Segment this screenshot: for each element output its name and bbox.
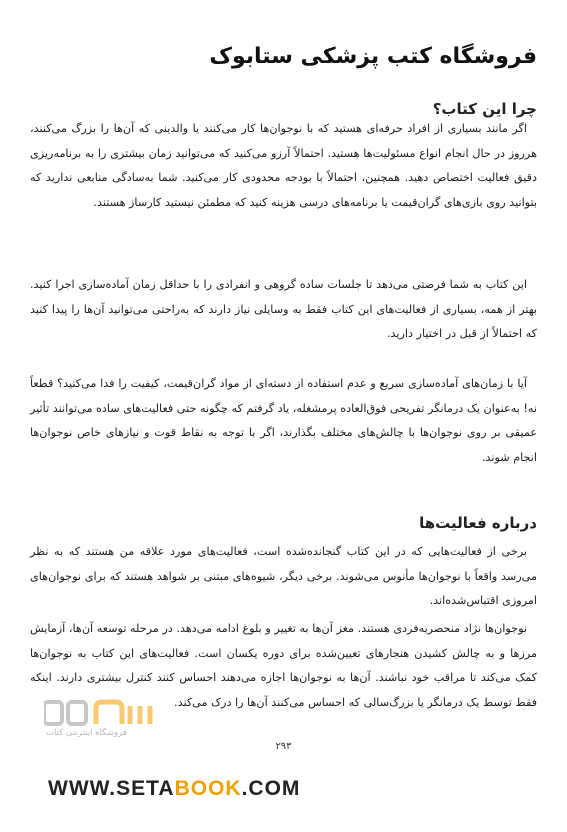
watermark-caption: فروشگاه اینترنتی کتاب: [46, 728, 127, 738]
site-url-suffix: .COM: [241, 777, 301, 800]
site-url-link[interactable]: [48, 777, 300, 801]
setabook-watermark: [26, 690, 196, 746]
paragraph: اگر مانند بسیاری از افراد حرفه‌ای هستید که با نوجوان‌ها کار می‌کنند یا والدینی که آن‌ها را بزرگ می‌کنند، هرروز در حال انجام انواع مسئولیت‌ها هستید. احتمالاً آرزو می‌کنید که می‌توانید زمان بیشتری را به برنامه‌ریزی دقیق فعالیت اختصاص دهید. همچنین، احتمالاً با بودجه محدودی کار می‌کنید. شما به‌سادگی منابعی ندارید که بتوانید روی بازی‌های گران‌قیمت یا برنامه‌های درسی هزینه کنید که مطمئن نیستید کارساز هستند.: [30, 122, 537, 209]
paragraph: این کتاب به شما فرصتی می‌دهد تا جلسات ساده گروهی و انفرادی را با حداقل زمان آماده‌سازی اجرا کنید. بهتر از همه، بسیاری از فعالیت‌های این کتاب فقط به وسایلی نیاز دارند که به‌راحتی می‌توانید آن‌ها را پیدا کنید که احتمالاً از قبل در اختیار دارید.: [30, 278, 537, 340]
paragraph: نوجوان‌ها نژاد منحصربه‌فردی هستند. مغز آن‌ها به تغییر و بلوغ ادامه می‌دهد. در مرحله توسعه آن‌ها، آزمایش مرزها و به چالش کشیدن هنجارهای تعیین‌شده برای دوره یکسان است. فعالیت‌های این کتاب به نوجوان‌ها کمک می‌کند تا مراقب خود نباشند. آن‌ها به نوجوان‌ها اجازه می‌دهند احساس کنند کنترل بیشتری دارند. اینکه فقط توسط یک درمانگر یا بزرگ‌سالی که احساس می‌کنند آن‌ها را درک می‌کند.: [30, 622, 537, 709]
setabook-logo-icon: [44, 698, 162, 730]
page-title: فروشگاه کتب پزشکی ستابوک: [209, 44, 537, 69]
paragraph: آیا با زمان‌های آماده‌سازی سریع و عدم استفاده از دسته‌ای از مواد گران‌قیمت، کیفیت را فدا می‌کنید؟ قطعاً نه! به‌عنوان یک درمانگر تفریحی فوق‌العاده پرمشغله، یاد گرفتم که چگونه حتی فعالیت‌های ساده می‌توانند تأثیر عمیقی بر روی نوجوان‌ها با چالش‌های مختلف بگذارند، اگر با توجه به نقاط قوت و نیازهای خاص نوجوان‌ها انجام شوند.: [30, 377, 537, 464]
section-heading-about-activities: درباره فعالیت‌ها: [419, 514, 537, 532]
section-heading-why-this-book: چرا این کتاب؟: [432, 100, 537, 118]
page-number: ۲۹۳: [275, 741, 292, 752]
site-url-accent: BOOK: [174, 777, 242, 800]
paragraph: برخی از فعالیت‌هایی که در این کتاب گنجانده‌شده است، فعالیت‌های مورد علاقه من هستند که به نظر می‌رسد واقعاً با نوجوان‌ها مأنوس می‌شوند. برخی دیگر، شیوه‌های مبتنی بر شواهد هستند که برای نوجوان‌های امروزی اقتباس‌شده‌اند.: [30, 545, 537, 607]
site-url-prefix: WWW.SETA: [48, 777, 175, 800]
